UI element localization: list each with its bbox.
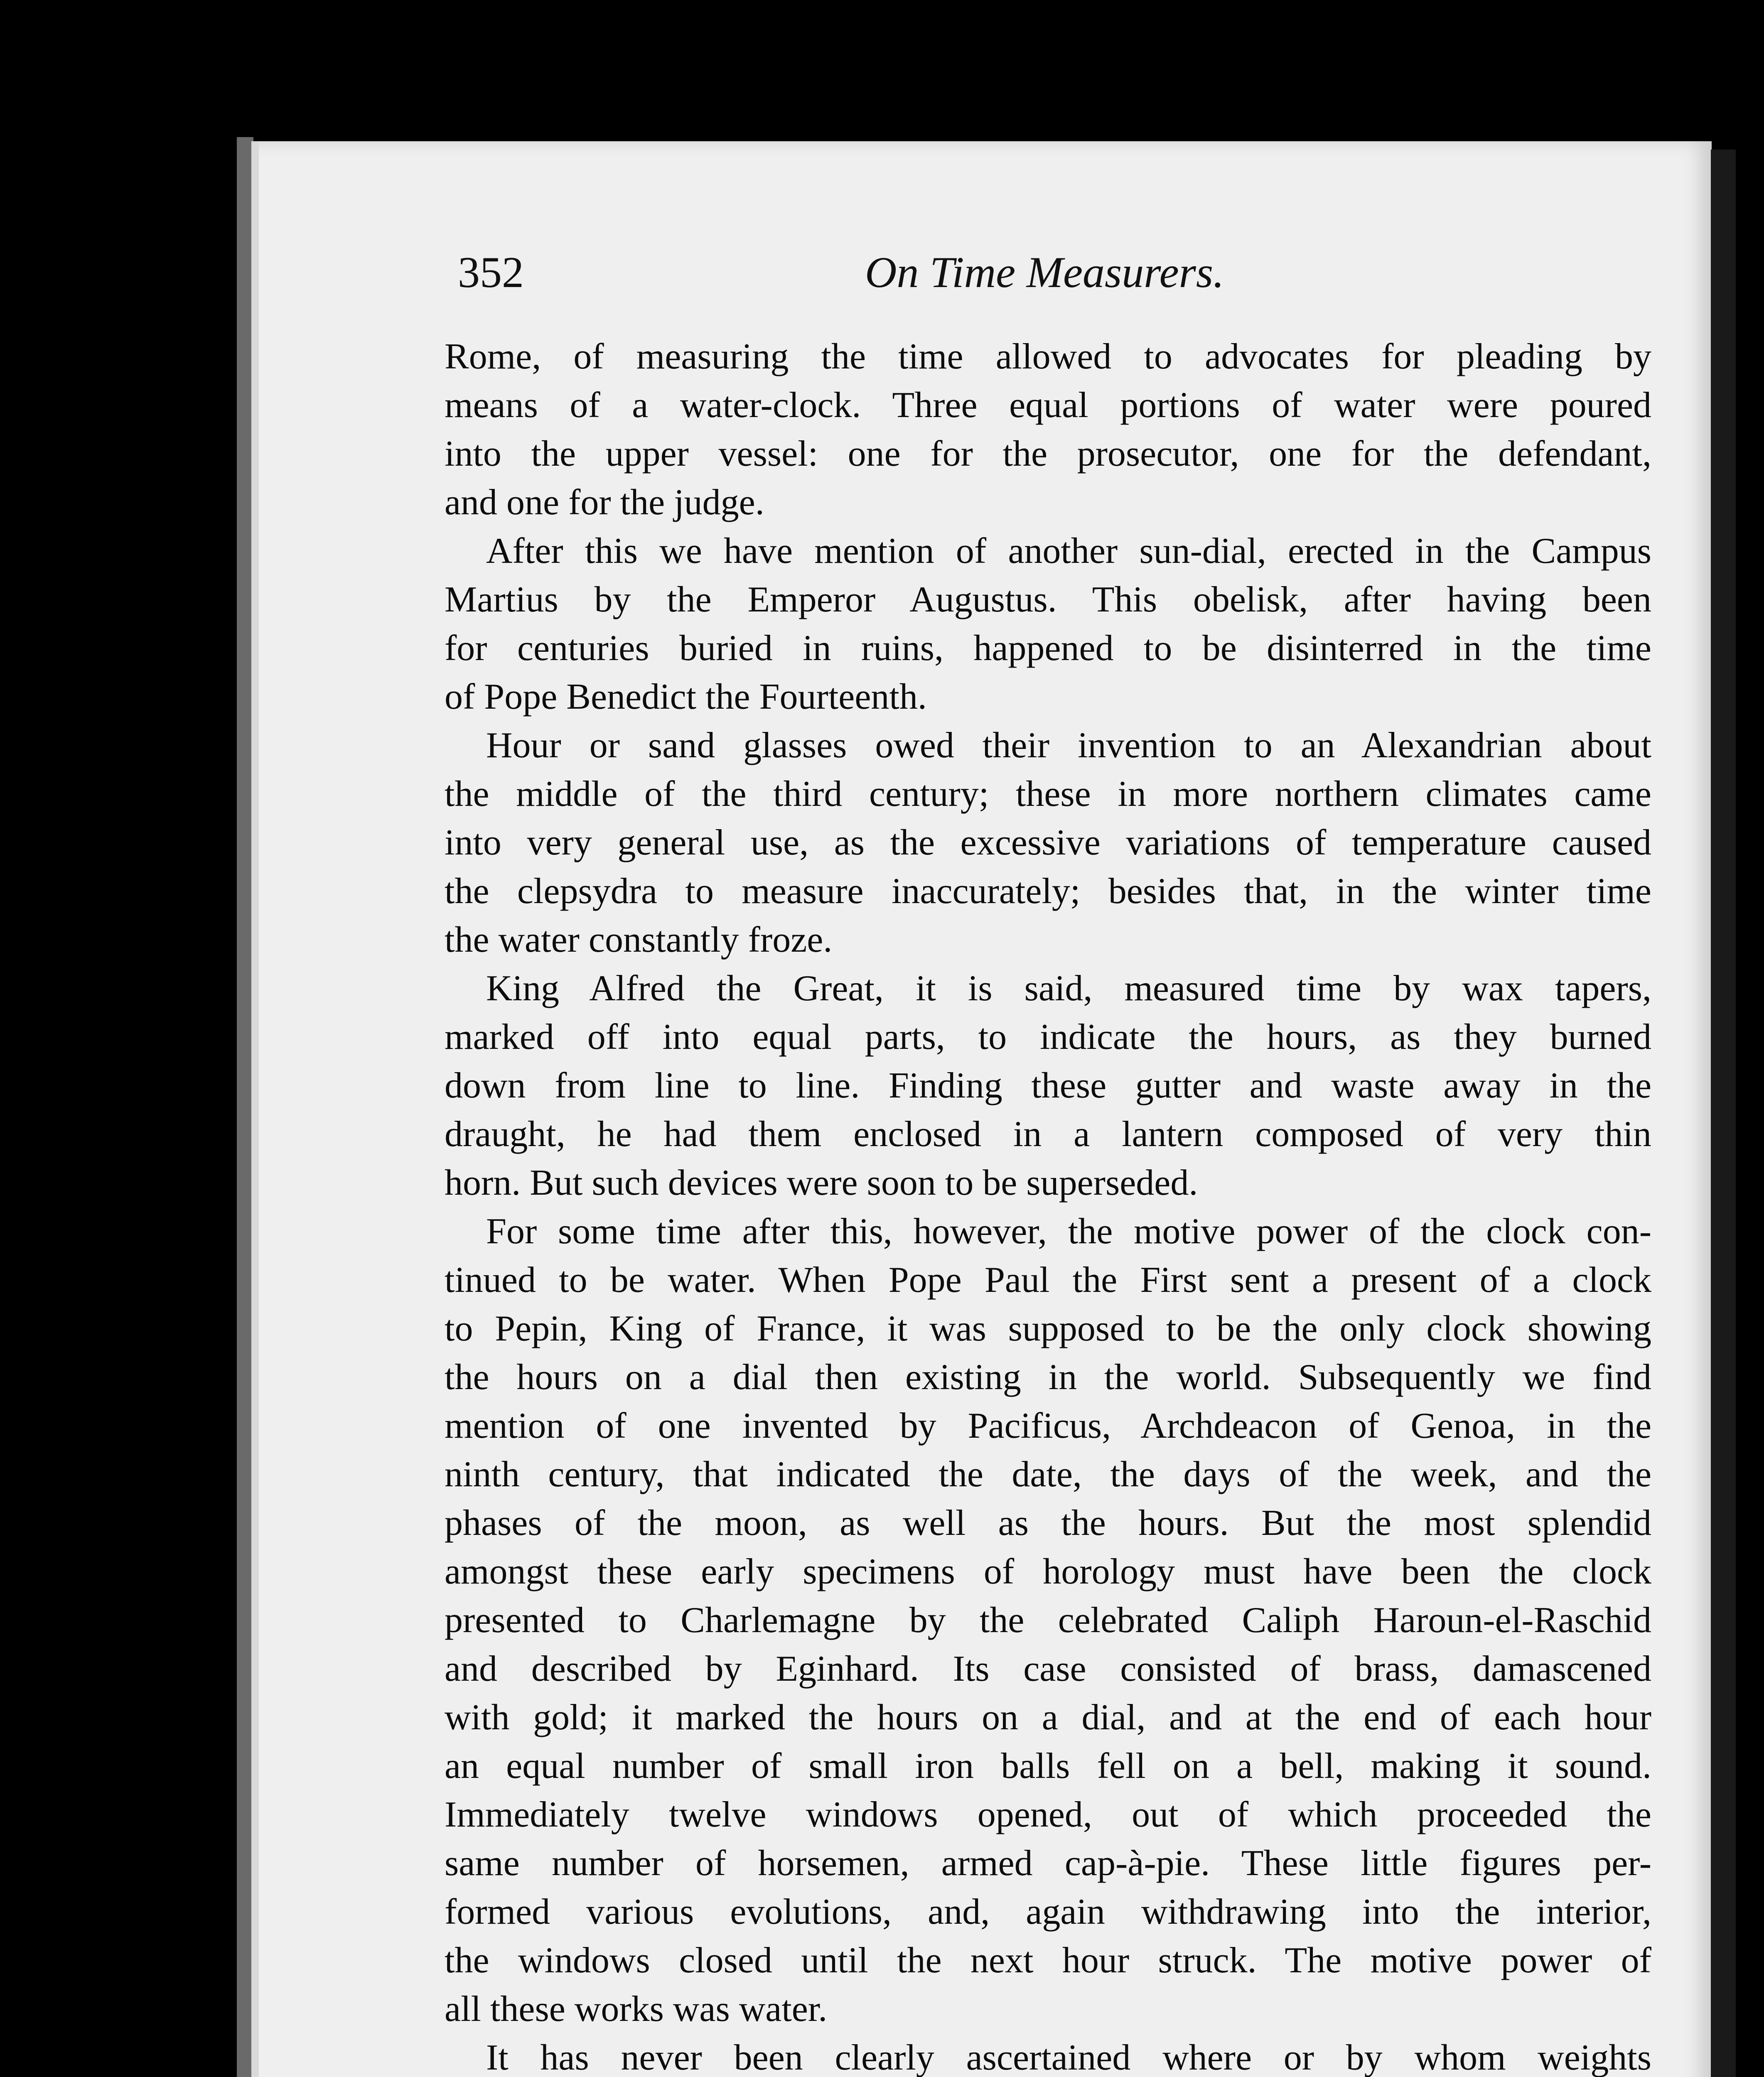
page-number: 352 bbox=[458, 248, 524, 297]
body-text bbox=[445, 332, 1651, 2077]
text-line: amongst these early specimens of horology must have been the clock bbox=[445, 1552, 1651, 1592]
page-left-edge bbox=[237, 137, 253, 2077]
text-line: Martius by the Emperor Augustus. This obelisk, after having been bbox=[445, 579, 1651, 620]
page-right-edge bbox=[1711, 150, 1736, 2077]
text-line: and one for the judge. bbox=[445, 482, 764, 523]
text-line: for centuries buried in ruins, happened to be disinterred in the time bbox=[445, 628, 1651, 668]
text-line: same number of horsemen, armed cap-à-pie. These little figures per- bbox=[445, 1843, 1651, 1883]
paragraph bbox=[445, 1207, 1651, 2033]
running-title: On Time Measurers. bbox=[865, 248, 1224, 297]
text-line: the hours on a dial then existing in the world. Subsequently we find bbox=[445, 1357, 1651, 1397]
text-line: formed various evolutions, and, again withdrawing into the interior, bbox=[445, 1892, 1651, 1932]
text-line: down from line to line. Finding these gutter and waste away in the bbox=[445, 1066, 1651, 1106]
paragraph bbox=[445, 527, 1651, 721]
text-line: It has never been clearly ascertained where or by whom weights bbox=[486, 2038, 1651, 2077]
text-line: horn. But such devices were soon to be superseded. bbox=[445, 1163, 1198, 1203]
text-line: to Pepin, King of France, it was supposed to be the only clock showing bbox=[445, 1309, 1651, 1349]
text-line: ninth century, that indicated the date, the days of the week, and the bbox=[445, 1454, 1651, 1495]
text-line: all these works was water. bbox=[445, 1989, 828, 2029]
text-line: the windows closed until the next hour struck. The motive power of bbox=[445, 1940, 1651, 1981]
text-line: marked off into equal parts, to indicate the hours, as they burned bbox=[445, 1017, 1651, 1057]
text-line: Rome, of measuring the time allowed to advocates for pleading by bbox=[445, 336, 1651, 377]
text-line: into the upper vessel: one for the prosecutor, one for the defendant, bbox=[445, 434, 1651, 474]
text-line: For some time after this, however, the motive power of the clock con- bbox=[486, 1211, 1651, 1252]
text-line: the middle of the third century; these in more northern climates came bbox=[445, 774, 1651, 814]
text-line: draught, he had them enclosed in a lantern composed of very thin bbox=[445, 1114, 1651, 1154]
paragraph bbox=[445, 721, 1651, 964]
text-line: After this we have mention of another sun-dial, erected in the Campus bbox=[486, 531, 1651, 571]
text-line: presented to Charlemagne by the celebrated Caliph Haroun-el-Raschid bbox=[445, 1600, 1651, 1640]
paragraph bbox=[445, 332, 1651, 527]
text-line: phases of the moon, as well as the hours. But the most splendid bbox=[445, 1503, 1651, 1543]
text-line: the water constantly froze. bbox=[445, 920, 833, 960]
text-line: an equal number of small iron balls fell on a bell, making it sound. bbox=[445, 1746, 1651, 1786]
text-line: and described by Eginhard. Its case consisted of brass, damascened bbox=[445, 1649, 1651, 1689]
paragraph bbox=[445, 964, 1651, 1207]
text-line: mention of one invented by Pacificus, Archdeacon of Genoa, in the bbox=[445, 1406, 1651, 1446]
text-line: into very general use, as the excessive variations of temperature caused bbox=[445, 822, 1651, 863]
text-line: tinued to be water. When Pope Paul the First sent a present of a clock bbox=[445, 1260, 1651, 1300]
text-line: of Pope Benedict the Fourteenth. bbox=[445, 677, 927, 717]
text-line: King Alfred the Great, it is said, measured time by wax tapers, bbox=[486, 968, 1651, 1009]
text-line: Immediately twelve windows opened, out of which proceeded the bbox=[445, 1795, 1651, 1835]
text-line: means of a water-clock. Three equal portions of water were poured bbox=[445, 385, 1651, 425]
text-line: with gold; it marked the hours on a dial, and at the end of each hour bbox=[445, 1697, 1651, 1738]
text-line: Hour or sand glasses owed their invention to an Alexandrian about bbox=[486, 725, 1651, 766]
paragraph bbox=[445, 2033, 1651, 2077]
text-line: the clepsydra to measure inaccurately; besides that, in the winter time bbox=[445, 871, 1651, 911]
